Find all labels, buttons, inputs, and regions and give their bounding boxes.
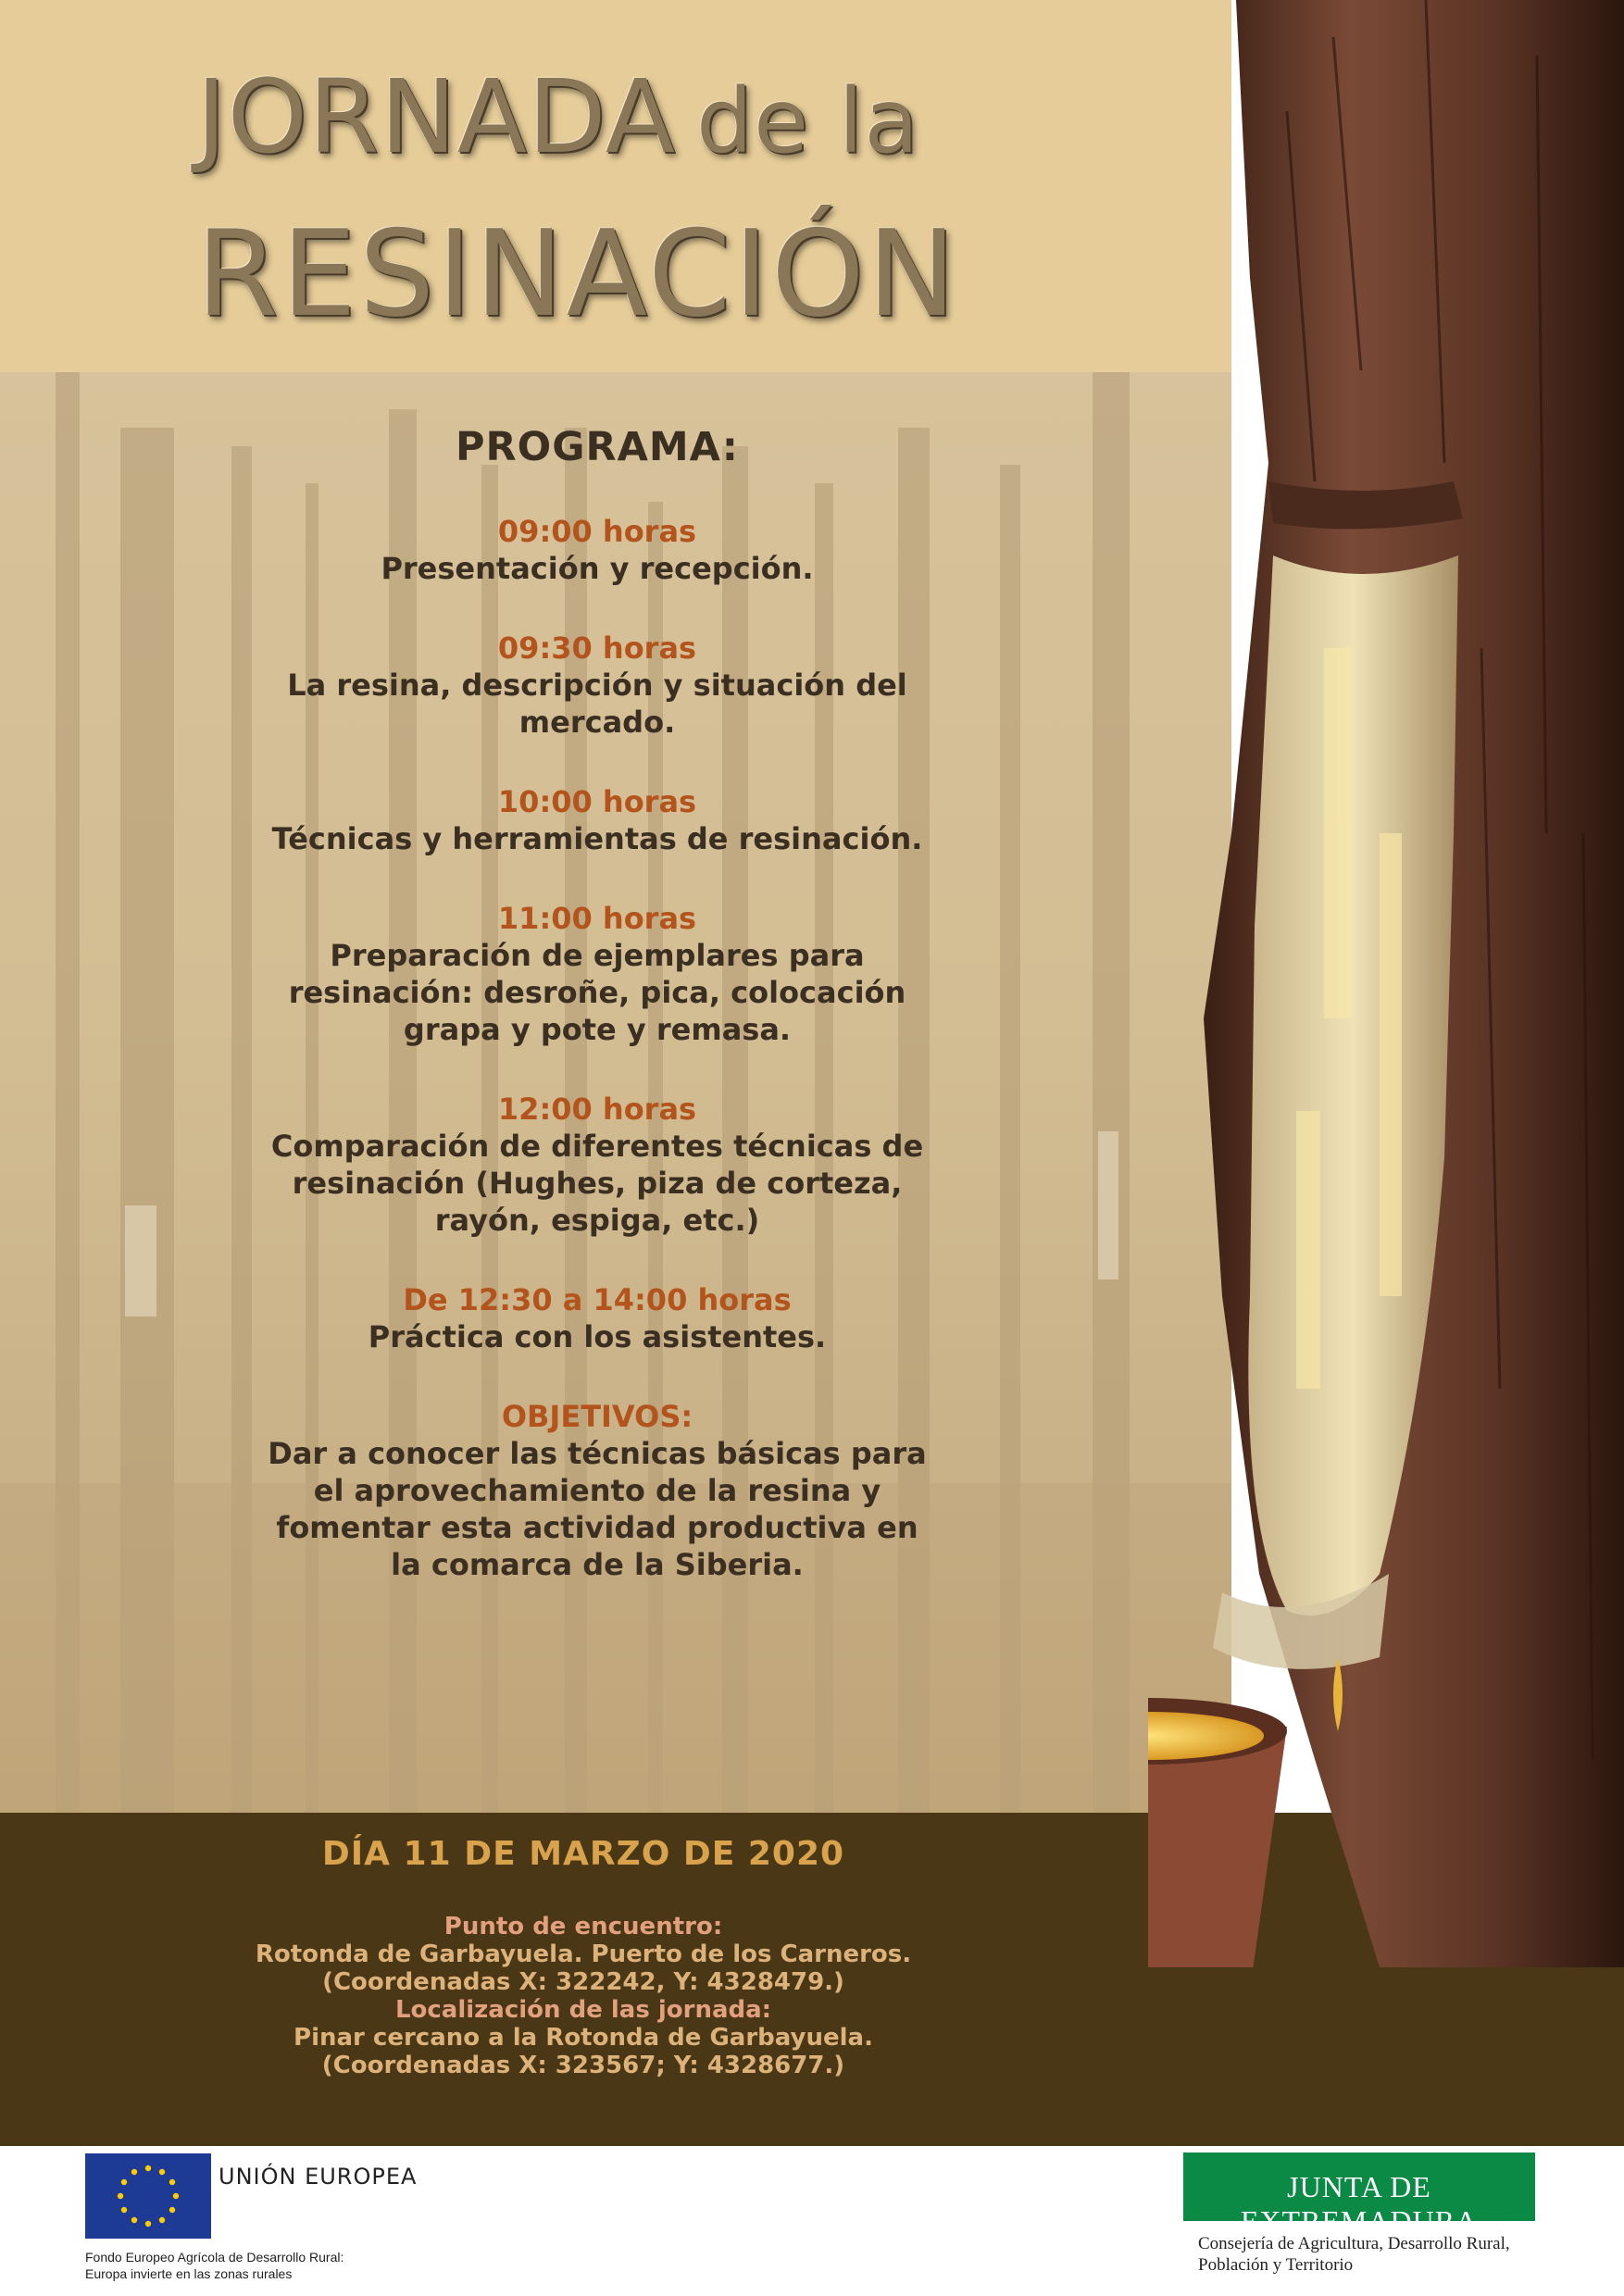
program-time: 12:00 horas — [497, 1092, 697, 1127]
program-time: De 12:30 a 14:00 horas — [403, 1282, 792, 1317]
title-line-2: RESINACIÓN — [196, 206, 959, 343]
program-item-3 — [0, 783, 1194, 857]
program-description: Preparación de ejemplares para resinación: desroñe, pica, colocación grapa y pote y remasa. — [288, 938, 906, 1047]
program-item-2 — [0, 630, 1194, 741]
meeting-point: Rotonda de Garbayuela. Puerto de los Carneros. — [255, 1940, 912, 1968]
program-description: Comparación de diferentes técnicas de resinación (Hughes, piza de corteza, rayón, espiga, etc.) — [270, 1129, 924, 1238]
eu-fund-line-1: Fondo Europeo Agrícola de Desarrollo Rural: — [85, 2250, 344, 2265]
eu-fund-text — [85, 2249, 344, 2282]
program-item-6 — [0, 1281, 1194, 1355]
objectives-label: OBJETIVOS: — [501, 1399, 693, 1434]
junta-name: JUNTA DE EXTREMADURA — [1240, 2170, 1479, 2238]
title-word-de-la: de la — [696, 69, 920, 173]
program-item-1 — [0, 513, 1194, 587]
pine-tree-resin-image — [1148, 0, 1624, 1967]
location-label: Localización de las jornada: — [394, 1996, 772, 2024]
program-time: 09:00 horas — [497, 514, 697, 549]
eu-flag-logo — [85, 2153, 211, 2239]
eu-fund-line-2: Europa invierte en las zonas rurales — [85, 2266, 293, 2281]
program-description: Presentación y recepción. — [381, 551, 814, 586]
location: Pinar cercano a la Rotonda de Garbayuela. — [294, 2024, 873, 2052]
program-time: 11:00 horas — [497, 901, 697, 936]
objectives — [0, 1398, 1194, 1583]
program-section — [0, 424, 1194, 1583]
program-time: 10:00 horas — [497, 784, 697, 819]
program-description: La resina, descripción y situación del mercado. — [287, 668, 907, 740]
program-item-4 — [0, 900, 1194, 1048]
event-date: DÍA 11 DE MARZO DE 2020 — [321, 1835, 845, 1873]
program-heading: PROGRAMA: — [456, 424, 739, 470]
program-time: 09:30 horas — [497, 630, 697, 666]
title-line-1 — [196, 57, 919, 176]
event-location-info — [0, 1913, 1167, 2079]
junta-department — [1198, 2233, 1510, 2276]
junta-dept-line-2: Población y Territorio — [1198, 2255, 1354, 2275]
location-coordinates: (Coordenadas X: 323567; Y: 4328677.) — [321, 2052, 845, 2079]
eu-stars-icon — [85, 2153, 211, 2239]
eu-title: UNIÓN EUROPEA — [219, 2164, 418, 2190]
program-item-5 — [0, 1091, 1194, 1239]
program-description: Práctica con los asistentes. — [368, 1319, 827, 1354]
title-word-jornada: JORNADA — [196, 57, 677, 176]
meeting-coordinates: (Coordenadas X: 322242, Y: 4328479.) — [322, 1968, 844, 1996]
meeting-point-label: Punto de encuentro: — [443, 1913, 723, 1940]
program-description: Técnicas y herramientas de resinación. — [271, 821, 923, 856]
objectives-text: Dar a conocer las técnicas básicas para el aprovechamiento de la resina y fomentar esta actividad productiva en la comarca de la Siberia. — [268, 1436, 927, 1582]
junta-dept-line-1: Consejería de Agricultura, Desarrollo Rural, — [1198, 2234, 1510, 2253]
